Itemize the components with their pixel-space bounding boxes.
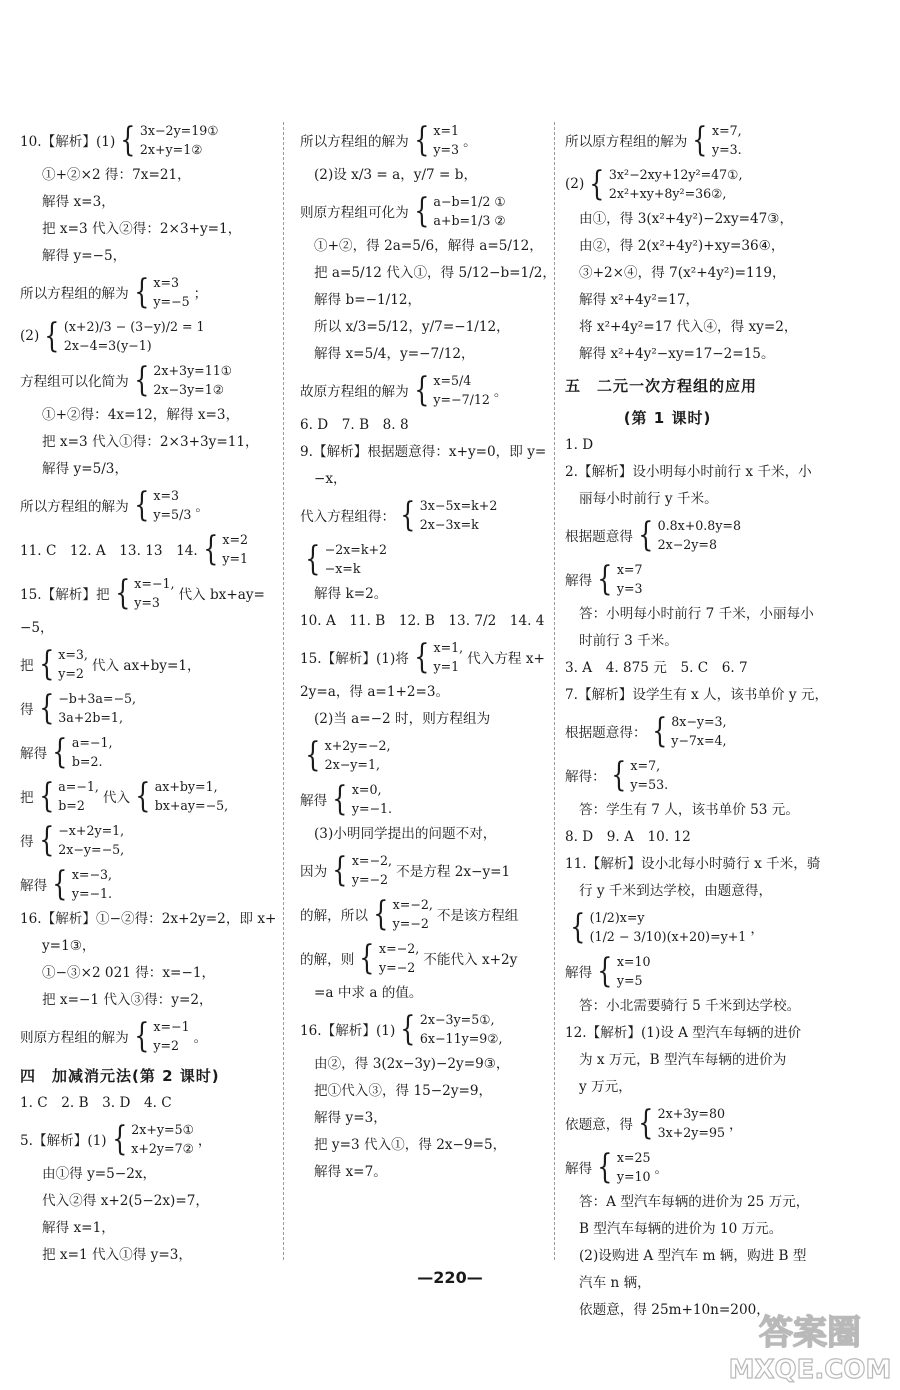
text: 所以方程组的解为 [20,499,129,515]
text: 因为 [300,864,328,880]
eq: x=3 [153,275,180,290]
q2-solution [565,557,810,601]
eq: y−7x=4, [671,733,727,748]
text: 解得 [20,878,48,894]
text: 把 [20,790,34,806]
text-line: −5， [20,620,54,636]
text-line: 9.【解析】根据题意得：x+y=0，即 y= [300,444,547,460]
brace: { [597,951,613,991]
text-line: 7.【解析】设学生有 x 人，该书单价 y 元， [565,687,829,703]
eq: 2x²+xy+8y²=36②, [608,186,727,201]
q10-part2 [20,314,272,358]
text-line: =a 中求 a 的值。 [314,985,423,1001]
brace: { [400,495,416,535]
text: 则原方程组的解为 [20,1030,129,1046]
text: 所以方程组的解为 [300,134,409,150]
brace: { [114,573,130,613]
q15-get [20,686,272,730]
brace: { [133,485,150,525]
q5-transformed [300,189,550,233]
brace: { [38,644,54,684]
text-line: 所以 x/3=5/12，y/7=−1/12， [314,319,510,335]
eq: −b+3a=−5, [58,691,137,706]
text: 的解，所以 [300,908,368,924]
text-line: 代入②得 x+2(5−2x)=7， [42,1193,209,1209]
text: 。 [193,1030,208,1046]
page-number: —220— [417,1268,483,1287]
text-line: ③+2×④，得 7(x²+4y²)=119， [579,265,786,281]
eq: a+b=1/3 ② [433,213,506,228]
eq: x=1, [433,640,464,655]
eq: y=3. [711,142,742,157]
q16-solution [20,1014,272,1058]
eq: bx+ay=−5, [154,798,229,813]
text-line: ①+②×2 得：7x=21， [42,167,191,183]
text: 解得： [565,769,606,785]
text-line: 8. D 9. A 10. 12 [565,829,691,845]
q10-part1 [20,118,272,162]
eq: (1/2)x=y [589,910,645,925]
eq: y=2 [153,1038,180,1053]
eq: x=3, [58,647,88,662]
text-line: 解得 y=−5， [42,248,127,264]
eq: y=53. [630,777,669,792]
brace: { [52,732,68,772]
q7-solution [565,753,810,797]
text-line: 1. C 2. B 3. D 4. C [20,1095,172,1111]
eq: x+2y=7② [131,1141,194,1156]
text: 故原方程组的解为 [300,384,409,400]
q10-solution-2 [20,483,272,527]
brace: { [133,272,150,312]
q9-simplified [300,537,550,581]
text-line: 解得 x=3， [42,194,115,210]
eq: 2x−4=3(y−1) [63,338,152,353]
brace: { [413,370,430,410]
text-line: 为 x 万元，B 型汽车每辆的进价为 [579,1052,787,1068]
brace: { [638,1103,654,1143]
eq: 2x+y=5① [131,1122,194,1137]
eq: 2x−2y=8 [657,537,717,552]
eq: y=3 [433,142,460,157]
section-heading: 四 加减消元法(第 2 课时) [20,1067,220,1085]
text-line: ①+②，得 2a=5/6，解得 a=5/12， [314,238,543,254]
section-heading: 五 二元一次方程组的应用 [565,377,758,395]
text-line: B 型汽车每辆的进价为 10 万元。 [579,1221,783,1237]
brace: { [373,894,389,934]
text-line: 由①，得 3(x²+4y²)−2xy=47③， [579,211,794,227]
eq: 3a+2b=1, [58,710,123,725]
q15-start [300,635,550,679]
eq: y=3 [134,595,160,610]
section-subheading: (第 1 课时) [623,409,712,427]
text-line: 把 y=3 代入①，得 2x−9=5， [314,1137,507,1153]
eq: y=−2 [392,916,429,931]
eq: x=−2, [379,941,420,956]
text: 根据题意得 [565,529,633,545]
q15-solution [300,777,550,821]
q10-simplified [20,358,272,402]
eq: ax+by=1, [154,779,218,794]
text-line: 10. A 11. B 12. B 13. 7/2 14. 4 [300,613,545,629]
text-line: 把 x=−1 代入③得：y=2， [42,992,213,1008]
q10-label: 10.【解析】(1) [20,134,116,150]
column-divider [554,122,555,1260]
eq: 2x+3y=11① [153,363,233,378]
text: 解得 [565,965,593,981]
text: (2) [20,328,40,344]
q5-final [300,368,550,412]
text-line: 将 x²+4y²=17 代入④，得 xy=2， [579,319,798,335]
brace: { [135,776,151,816]
brace: { [651,711,667,751]
eq: a=−1, [71,735,113,750]
brace: { [597,1147,613,1187]
text-line: 汽车 n 辆， [579,1275,651,1291]
brace: { [692,120,708,160]
text: (2) [565,176,585,192]
text-line: 3. A 4. 875 元 5. C 6. 7 [565,660,748,676]
q16-part1 [300,1007,550,1051]
q11-system [565,905,810,949]
text: 方程组可以化简为 [20,374,129,390]
brace: { [38,688,54,728]
text: 。 [195,499,209,515]
text: 所以原方程组的解为 [565,134,688,150]
brace: { [52,864,68,904]
q15-sub [20,642,272,686]
answer-column-3 [565,118,829,1318]
text: 5.【解析】(1) [20,1133,107,1149]
brace: { [202,529,219,569]
eq: −x=k [324,561,361,576]
text-line: 把 x=3 代入①得：2×3+3y=11， [42,434,259,450]
q16-solution [565,118,810,162]
text-line: 解得 x²+4y²−xy=17−2=15。 [579,346,775,362]
eq: 3x−2y=19① [139,123,219,138]
eq: x=−2, [392,897,433,912]
column-divider [283,122,284,1260]
eq: x=−3, [71,867,113,882]
text-line: 依题意，得 25m+10n=200， [579,1302,770,1318]
eq: (x+2)/3 − (3−y)/2 = 1 [63,319,205,334]
brace: { [400,1009,416,1049]
eq: 2x+3y=80 [657,1106,725,1121]
brace: { [332,850,348,890]
text: 解得 [565,1161,593,1177]
text: 15.【解析】把 [20,587,110,603]
eq: x=7, [630,758,661,773]
eq: 2x−3y=5①, [419,1012,495,1027]
eq: x=7 [616,562,643,577]
eq: 2x−3x=k [419,517,479,532]
text-line: 12.【解析】(1)设 A 型汽车每辆的进价 [565,1025,802,1041]
text-line: 答：学生有 7 人，该书单价 53 元。 [579,802,799,818]
eq: x=10 [616,954,651,969]
eq: 3x−5x=k+2 [419,498,498,513]
brace: { [38,820,54,860]
eq: 3x+2y=95 [657,1125,725,1140]
brace: { [44,316,60,356]
text: 。 [463,134,477,150]
q15-solve-ab [20,730,272,774]
text-line: 解得 x²+4y²=17， [579,292,700,308]
eq: y=−2 [379,960,416,975]
text: 解得 [565,573,593,589]
text-line: 16.【解析】①−②得：2x+2y=2，即 x+ [20,911,277,927]
eq: y=5 [616,973,643,988]
brace: { [120,120,136,160]
text: ， [728,1117,743,1133]
q2-system [565,513,810,557]
text: 的解，则 [300,952,355,968]
eq: −x+2y=1, [58,823,125,838]
eq: −2x=k+2 [324,542,388,557]
q15-reason1 [300,848,550,892]
text-line: 把 a=5/12 代入①，得 5/12−b=1/2， [314,265,557,281]
text-line: 由②，得 3(2x−3y)−2y=9③， [314,1056,510,1072]
text-line: (3)小明同学提出的问题不对， [314,826,497,842]
text-line: 把①代入③，得 15−2y=9， [314,1083,493,1099]
text-line: 解得 y=5/3， [42,461,129,477]
q5-part1 [20,1117,272,1161]
eq: y=1 [222,551,249,566]
text-line: (2)当 a=−2 时，则方程组为 [314,711,491,727]
q12-system [565,1101,810,1145]
text-line: 答：A 型汽车每辆的进价为 25 万元， [579,1194,810,1210]
text-line: y=1③， [42,938,96,954]
text: ， [750,921,764,937]
answer-column-2 [300,118,557,1258]
q15-get-xy [20,818,272,862]
brace: { [597,559,613,599]
text: 把 [20,658,34,674]
text-line: 1. D [565,437,594,453]
eq: y=3 [616,581,643,596]
brace: { [589,164,605,204]
text-line: 2y=a，得 a=1+2=3。 [300,684,450,700]
text-line: 时前行 3 千米。 [579,633,678,649]
eq: x=−1, [134,576,175,591]
text-line: 行 y 千米到达学校，由题意得， [579,883,773,899]
text-line: 解得 b=−1/12， [314,292,422,308]
text: 11. C 12. A 13. 13 14. [20,543,198,559]
eq: a−b=1/2 ① [433,194,506,209]
text-line: ①+②得：4x=12，解得 x=3， [42,407,240,423]
eq: x+2y=−2, [324,738,391,753]
text: 解得 [20,746,48,762]
q15-substitute [20,774,272,818]
q15-solve-xy [20,862,272,906]
text-line: 把 x=3 代入②得：2×3+y=1， [42,221,242,237]
eq: 8x−y=3, [671,714,727,729]
brace: { [133,1016,150,1056]
brace: { [570,907,586,947]
text-line: 把 x=1 代入①得 y=3， [42,1247,192,1263]
brace: { [332,779,348,819]
eq: y=10 [616,1169,651,1184]
q15-reason3 [300,936,550,980]
text: 得 [20,702,34,718]
brace: { [305,539,321,579]
eq: 2x−3y=1② [153,382,225,397]
watermark-text-url: MXQE.COM [728,1355,892,1385]
eq: x=−2, [351,853,393,868]
eq: (1/2 − 3/10)(x+20)=y+1 [589,929,747,944]
eq: y=−7/12 [433,392,490,407]
text: 根据题意得： [565,725,647,741]
text-line: (2)设 x/3 = a，y/7 = b， [314,167,478,183]
eq: x=25 [616,1150,651,1165]
text-line: ①−③×2 021 得：x=−1， [42,965,216,981]
text-line: 答：小明每小时前行 7 千米，小丽每小 [579,606,814,622]
q15-reason2 [300,892,550,936]
q5-solution [300,118,550,162]
text-line: 解得 x=1， [42,1220,115,1236]
eq: b=2. [71,754,103,769]
q16-part2 [565,162,810,206]
text-line: −x， [314,471,347,487]
eq: x=7, [711,123,742,138]
text: 依题意，得 [565,1117,633,1133]
eq: x=1 [433,123,460,138]
q9-sub [300,493,550,537]
brace: { [638,515,654,555]
text: 得 [20,834,34,850]
watermark-text-cn: 答案圈 [759,1313,861,1353]
eq: y=5/3 [153,507,192,522]
q11-solution [565,949,810,993]
text: 则原方程组可化为 [300,205,409,221]
q10-solution-1 [20,270,272,314]
text: 不能代入 x+2y [423,952,518,968]
text: 15.【解析】(1)将 [300,651,409,667]
eq: y=1 [433,659,460,674]
text: ； [193,286,208,302]
text-line: 答：小北需要骑行 5 千米到达学校。 [579,998,801,1014]
text: 代入方程组得： [300,509,396,525]
text-line: 由②，得 2(x²+4y²)+xy=36④， [579,238,785,254]
eq: 0.8x+0.8y=8 [657,518,741,533]
eq: 2x+y=1② [139,142,203,157]
text-line: 解得 x=5/4，y=−7/12， [314,346,475,362]
text-line: 2.【解析】设小明每小时前行 x 千米，小 [565,464,812,480]
text-line: 解得 y=3， [314,1110,387,1126]
answer-column-1 [20,118,277,1263]
brace: { [38,776,54,816]
text: 代入 ax+by=1， [91,658,201,674]
text-line: 解得 k=2。 [314,586,388,602]
q11-14-answers [20,527,272,571]
eq: x=0, [351,782,382,797]
eq: x=3 [153,488,180,503]
text: 16.【解析】(1) [300,1023,396,1039]
text-line: 6. D 7. B 8. 8 [300,417,409,433]
text: 。 [493,384,508,400]
text-line: 丽每小时前行 y 千米。 [579,491,718,507]
text-line: 解得 x=7。 [314,1164,387,1180]
text: 所以方程组的解为 [20,286,129,302]
q15-start [20,571,272,615]
brace: { [111,1119,128,1159]
eq: 6x−11y=9②, [419,1031,503,1046]
q15-system [300,733,550,777]
eq: x=2 [222,532,249,547]
eq: y=−1. [71,886,113,901]
brace: { [413,191,430,231]
eq: y=−1. [351,801,393,816]
eq: x=−1 [153,1019,190,1034]
text: 代入方程 x+ [467,651,545,667]
q12-solution [565,1145,810,1189]
text: 。 [654,1161,669,1177]
brace: { [611,755,627,795]
eq: b=2 [58,798,85,813]
brace: { [413,120,430,160]
text: 代入 bx+ay= [178,587,265,603]
eq: 3x²−2xy+12y²=47①, [608,167,743,182]
eq: y=−2 [351,872,389,887]
brace: { [305,735,321,775]
eq: a=−1, [58,779,99,794]
brace: { [133,360,150,400]
text-line: y 万元， [579,1079,632,1095]
eq: 2x−y=−5, [58,842,125,857]
text-line: 由①得 y=5−2x， [42,1166,157,1182]
text-line: (2)设购进 A 型汽车 m 辆，购进 B 型 [579,1248,807,1264]
eq: y=2 [58,666,84,681]
text: ， [197,1133,212,1149]
q7-system [565,709,810,753]
brace: { [359,938,375,978]
watermark-logo [728,1306,893,1384]
eq: y=−5 [153,294,190,309]
eq: 2x−y=1, [324,757,380,772]
brace: { [414,637,430,677]
text: 解得 [300,793,328,809]
eq: x=5/4 [433,373,472,388]
text-line: 11.【解析】设小北每小时骑行 x 千米，骑 [565,856,821,872]
text: 代入 [102,790,131,806]
text: 不是方程 2x−y=1 [396,864,511,880]
text: 不是该方程组 [436,908,519,924]
